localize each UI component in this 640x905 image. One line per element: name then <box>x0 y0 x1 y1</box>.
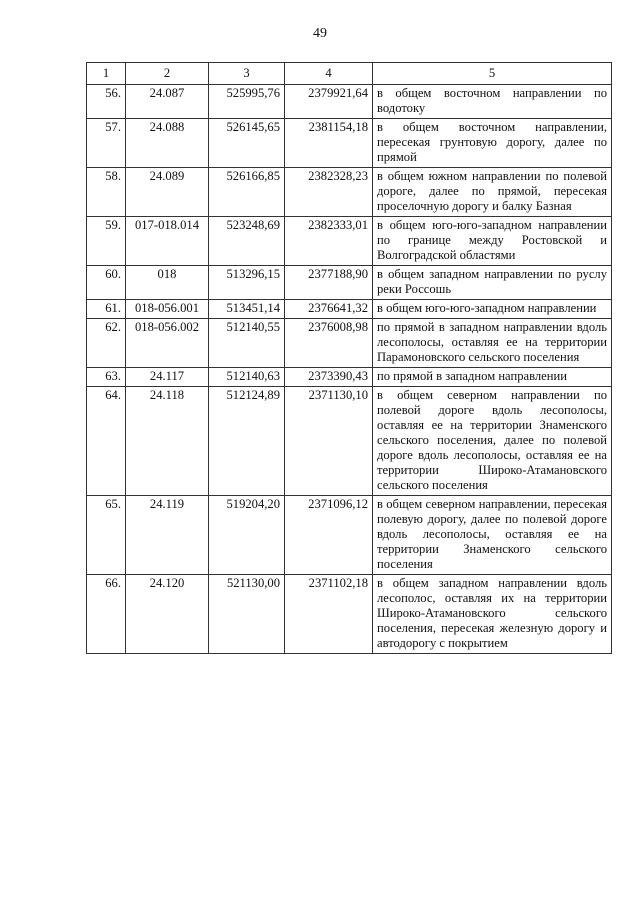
table-row <box>87 300 612 319</box>
point-id-cell: 24.119 <box>126 496 209 575</box>
table-row <box>87 319 612 368</box>
point-id-cell: 24.118 <box>126 387 209 496</box>
x-coordinate-cell: 525995,76 <box>209 85 285 119</box>
table-header-row <box>87 63 612 85</box>
row-number-cell: 66. <box>87 575 126 654</box>
point-id-cell: 018 <box>126 266 209 300</box>
row-number-cell: 59. <box>87 217 126 266</box>
description-cell: в общем северном направлении, пересекая полевую дорогу, далее по полевой дороге вдоль лесополосы, оставляя ее на территории Знаменского сельского поселения <box>373 496 612 575</box>
row-number-cell: 62. <box>87 319 126 368</box>
y-coordinate-cell: 2381154,18 <box>285 119 373 168</box>
x-coordinate-cell: 512140,55 <box>209 319 285 368</box>
row-number-cell: 58. <box>87 168 126 217</box>
y-coordinate-cell: 2371130,10 <box>285 387 373 496</box>
description-cell: в общем западном направлении вдоль лесополос, оставляя их на территории Широко-Атамановского сельского поселения, пересекая железную дорогу и автодорогу с покрытием <box>373 575 612 654</box>
description-cell: по прямой в западном направлении вдоль лесополосы, оставляя ее на территории Парамоновского сельского поселения <box>373 319 612 368</box>
table-row <box>87 119 612 168</box>
table-row <box>87 266 612 300</box>
column-header-2: 2 <box>126 63 209 85</box>
point-id-cell: 24.088 <box>126 119 209 168</box>
point-id-cell: 018-056.001 <box>126 300 209 319</box>
row-number-cell: 65. <box>87 496 126 575</box>
table-row <box>87 575 612 654</box>
x-coordinate-cell: 526166,85 <box>209 168 285 217</box>
description-cell: в общем западном направлении по руслу реки Россошь <box>373 266 612 300</box>
row-number-cell: 63. <box>87 368 126 387</box>
description-cell: в общем восточном направлении, пересекая грунтовую дорогу, далее по прямой <box>373 119 612 168</box>
description-cell: в общем юго-юго-западном направлении по границе между Ростовской и Волгоградской областями <box>373 217 612 266</box>
column-header-3: 3 <box>209 63 285 85</box>
row-number-cell: 61. <box>87 300 126 319</box>
table-row <box>87 496 612 575</box>
y-coordinate-cell: 2376008,98 <box>285 319 373 368</box>
description-cell: в общем восточном направлении по водотоку <box>373 85 612 119</box>
point-id-cell: 018-056.002 <box>126 319 209 368</box>
description-cell: в общем юго-юго-западном направлении <box>373 300 612 319</box>
row-number-cell: 60. <box>87 266 126 300</box>
page-number: 49 <box>313 26 327 41</box>
y-coordinate-cell: 2377188,90 <box>285 266 373 300</box>
point-id-cell: 24.089 <box>126 168 209 217</box>
row-number-cell: 57. <box>87 119 126 168</box>
table-row <box>87 168 612 217</box>
column-header-1: 1 <box>87 63 126 85</box>
point-id-cell: 24.120 <box>126 575 209 654</box>
point-id-cell: 017-018.014 <box>126 217 209 266</box>
y-coordinate-cell: 2382328,23 <box>285 168 373 217</box>
row-number-cell: 64. <box>87 387 126 496</box>
x-coordinate-cell: 512124,89 <box>209 387 285 496</box>
table-row <box>87 217 612 266</box>
table-row <box>87 387 612 496</box>
y-coordinate-cell: 2371102,18 <box>285 575 373 654</box>
point-id-cell: 24.117 <box>126 368 209 387</box>
boundary-points-table <box>86 62 612 654</box>
x-coordinate-cell: 521130,00 <box>209 575 285 654</box>
column-header-4: 4 <box>285 63 373 85</box>
x-coordinate-cell: 512140,63 <box>209 368 285 387</box>
point-id-cell: 24.087 <box>126 85 209 119</box>
y-coordinate-cell: 2373390,43 <box>285 368 373 387</box>
y-coordinate-cell: 2382333,01 <box>285 217 373 266</box>
x-coordinate-cell: 513296,15 <box>209 266 285 300</box>
table-row <box>87 368 612 387</box>
description-cell: в общем южном направлении по полевой дороге, далее по прямой, пересекая проселочную дорогу и балку Базная <box>373 168 612 217</box>
column-header-5: 5 <box>373 63 612 85</box>
table-row <box>87 85 612 119</box>
description-cell: в общем северном направлении по полевой дороге вдоль лесополосы, оставляя ее на территории Знаменского сельского поселения, далее по полевой дороге вдоль лесополосы, оставляя ее на территории Широко-Атамановского сельского поселения <box>373 387 612 496</box>
description-cell: по прямой в западном направлении <box>373 368 612 387</box>
x-coordinate-cell: 513451,14 <box>209 300 285 319</box>
y-coordinate-cell: 2379921,64 <box>285 85 373 119</box>
x-coordinate-cell: 519204,20 <box>209 496 285 575</box>
y-coordinate-cell: 2376641,32 <box>285 300 373 319</box>
x-coordinate-cell: 526145,65 <box>209 119 285 168</box>
x-coordinate-cell: 523248,69 <box>209 217 285 266</box>
row-number-cell: 56. <box>87 85 126 119</box>
y-coordinate-cell: 2371096,12 <box>285 496 373 575</box>
